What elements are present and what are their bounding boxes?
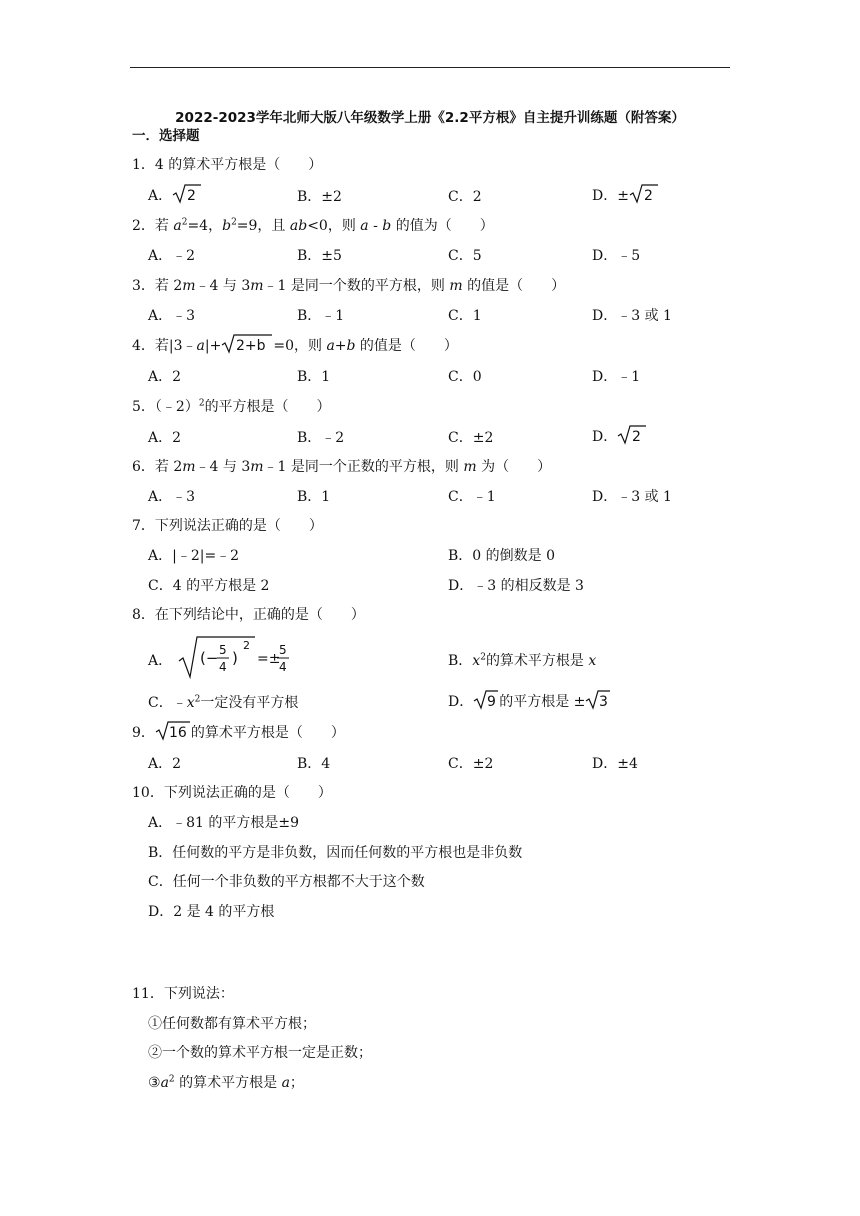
q8-option-b: B．$x^2$的算术平方根是 x [448,652,597,669]
fraction-5-4 [277,635,293,679]
q10-option-b: B．任何数的平方是非负数，因而任何数的平方根也是非负数 [148,845,523,861]
q4-option-a: A．2 [148,369,182,385]
sqrt-symbol [617,425,647,445]
q11-statement-1: ①任何数都有算术平方根； [148,1016,316,1032]
question-8-stem: 8．在下列结论中，正确的是（ ） [132,607,365,623]
svg-text:16: 16 [168,725,187,741]
svg-text:2: 2 [187,188,197,204]
q9-option-b: B．4 [297,756,331,772]
sqrt-fraction-expression [177,635,281,679]
q3-option-a: A．﹣3 [148,308,196,324]
header-rule [130,67,730,68]
q5-option-c: C．±2 [448,430,494,446]
q11-statement-2: ②一个数的算术平方根一定是正数； [148,1045,372,1061]
svg-text:2: 2 [242,639,250,652]
q10-option-a: A．﹣81 的平方根是±9 [148,815,300,831]
question-11-stem: 11．下列说法： [132,986,234,1002]
question-7-stem: 7．下列说法正确的是（ ） [132,518,323,534]
q3-option-c: C．1 [448,308,482,324]
q2-option-b: B．±5 [297,248,342,264]
q1-option-d: D．± 2 [592,184,659,205]
question-2-stem: 2．若 $a^2=4$，$b^2=9$，且 ab<0，则 a - b 的值为（ ） [132,217,494,234]
question-6-stem: 6．若 2m﹣4 与 3m﹣1 是同一个正数的平方根，则 m 为（ ） [132,459,552,475]
question-1-stem: 1．4 的算术平方根是（ ） [132,157,323,173]
q1-option-a: A． 2 [148,184,202,205]
svg-text:4: 4 [278,660,287,674]
q4-option-c: C．0 [448,369,482,385]
svg-text:3: 3 [599,694,609,710]
q5-option-b: B．﹣2 [297,430,345,446]
q5-option-d: D． 2 [592,425,647,446]
svg-text:9: 9 [487,694,497,710]
q7-option-b: B．0 的倒数是 0 [448,548,556,564]
q11-statement-3: $③a^2$ 的算术平方根是 a； [148,1074,304,1091]
sqrt-symbol [629,184,659,204]
svg-text:2: 2 [643,188,653,204]
q10-option-c: C．任何一个非负数的平方根都不大于这个数 [148,874,425,890]
sqrt-symbol [155,721,191,741]
q7-option-d: D．﹣3 的相反数是 3 [448,578,584,594]
q8-option-d: D． 9 的平方根是 ± 3 [448,690,611,711]
question-3-stem: 3．若 2m﹣4 与 3m﹣1 是同一个数的平方根，则 m 的值是（ ） [132,278,566,294]
sqrt-symbol [473,690,499,710]
q1-option-b: B．±2 [297,189,342,205]
q6-option-b: B．1 [297,489,331,505]
svg-text:4: 4 [218,660,227,674]
q9-option-d: D．±4 [592,756,638,772]
q3-option-d: D．﹣3 或 1 [592,308,672,324]
q8-option-a: A． (− 5 4 ) 2 =± 5 4 [148,635,293,679]
section-heading: 一．选择题 [132,128,200,144]
question-4-stem: 4．若|3﹣a|+ 2+b =0，则 a+b 的值是（ ） [132,334,458,355]
q1-option-c: C．2 [448,189,482,205]
q4-option-b: B．1 [297,369,331,385]
svg-text:5: 5 [218,643,227,657]
q7-option-c: C．4 的平方根是 2 [148,578,270,594]
sqrt-symbol [221,334,273,354]
sqrt-symbol [585,690,611,710]
q2-option-d: D．﹣5 [592,248,641,264]
q5-option-a: A．2 [148,430,182,446]
q4-option-d: D．﹣1 [592,369,641,385]
svg-text:2+b: 2+b [236,338,266,354]
svg-text:2: 2 [632,429,642,445]
q7-option-a: A．|﹣2|=﹣2 [148,548,240,564]
q6-option-d: D．﹣3 或 1 [592,489,672,505]
q10-option-d: D．2 是 4 的平方根 [148,904,275,920]
svg-text:5: 5 [278,643,287,657]
q3-option-b: B．﹣1 [297,308,345,324]
question-9-stem: 9． 16 的算术平方根是（ ） [132,721,345,742]
document-title: 2022-2023学年北师大版八年级数学上册《2.2平方根》自主提升训练题（附答案） [175,110,685,126]
q2-option-c: C．5 [448,248,482,264]
question-10-stem: 10．下列说法正确的是（ ） [132,785,332,801]
q9-option-c: C．±2 [448,756,494,772]
q6-option-a: A．﹣3 [148,489,196,505]
q6-option-c: C．﹣1 [448,489,496,505]
svg-text:): ) [231,649,238,667]
q2-option-a: A．﹣2 [148,248,196,264]
q9-option-a: A．2 [148,756,182,772]
question-5-stem: 5．（﹣2）$^2$的平方根是（ ） [132,398,331,415]
q8-option-c: C．$﹣x^2$一定没有平方根 [148,694,299,711]
sqrt-symbol [172,184,202,204]
svg-text:=±: =± [256,651,281,667]
svg-text:(−: (− [199,649,218,667]
